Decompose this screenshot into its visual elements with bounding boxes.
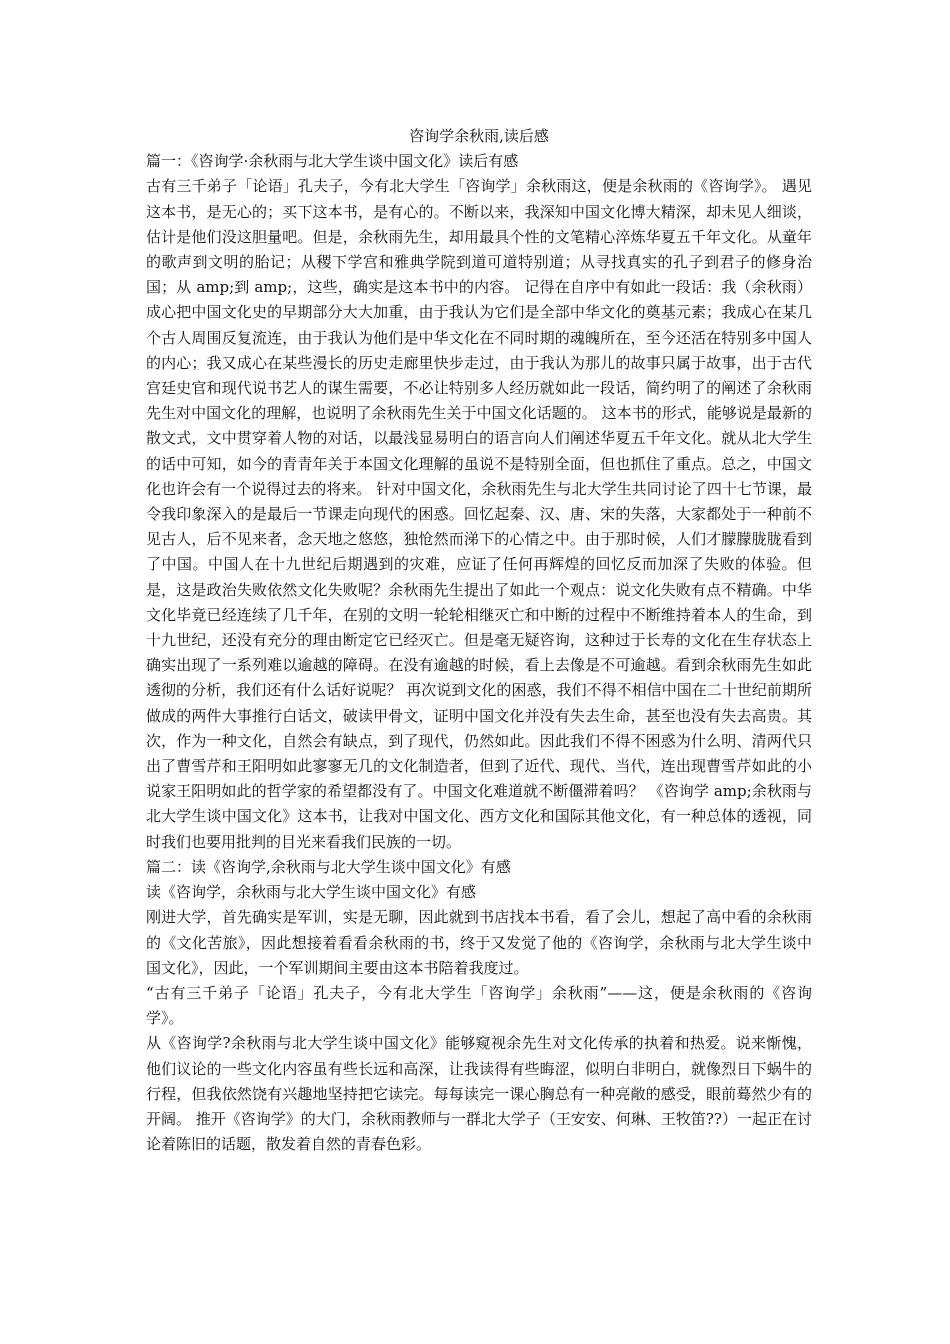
document-page [146,124,812,1157]
paragraph-part1-body: 古有三千弟子「论语」孔夫子，今有北大学生「咨询学」余秋雨这，便是余秋雨的《咨询学》。 遇见这本书，是无心的；买下这本书，是有心的。不断以来，我深知中国文化博大精深，却未见人细谈，估计是他们没这胆量吧。但是，余秋雨先生，却用最具个性的文笔精心淬炼华夏五千年文化。从童年的歌声到文明的胎记；从稷下学宫和雅典学院到道可道特别道；从寻找真实的孔子到君子的修身治国；从 amp;到 amp;，这些，确实是这本书中的内容。 记得在自序中有如此一段话：我（余秋雨）成心把中国文化史的早期部分大大加重，由于我认为它们是全部中华文化的奠基元素；我成心在某几个古人周围反复流连，由于我认为他们是中华文化在不同时期的魂魄所在，至今还活在特别多中国人的内心；我又成心在某些漫长的历史走廊里快步走过，由于我认为那儿的故事只属于故事，出于古代宫廷史官和现代说书艺人的谋生需要，不必让特别多人经历就如此一段话，简约明了的阐述了余秋雨先生对中国文化的理解，也说明了余秋雨先生关于中国文化话题的。 这本书的形式，能够说是最新的散文式，文中贯穿着人物的对话，以最浅显易明白的语言向人们阐述华夏五千年文化。就从北大学生的话中可知，如今的青青年关于本国文化理解的虽说不是特别全面，但也抓住了重点。总之，中国文化也许会有一个说得过去的将来。 针对中国文化，余秋雨先生与北大学生共同讨论了四十七节课，最令我印象深入的是最后一节课走向现代的困惑。回忆起秦、汉、唐、宋的失落，大家都处于一种前不见古人，后不见来者，念天地之悠悠，独怆然而涕下的心情之中。由于那时候，人们才朦朦胧胧看到了中国。中国人在十九世纪后期遇到的灾难，应证了任何再辉煌的回忆反而加深了失败的体验。但是，这是政治失败依然文化失败呢？余秋雨先生提出了如此一个观点：说文化失败有点不精确。中华文化毕竟已经连续了几千年，在别的文明一轮轮相继灭亡和中断的过程中不断维持着本人的生命，到十九世纪，还没有充分的理由断定它已经灭亡。但是毫无疑咨询，这种过于长寿的文化在生存状态上确实出现了一系列难以逾越的障碍。在没有逾越的时候，看上去像是不可逾越。看到余秋雨先生如此透彻的分析，我们还有什么话好说呢？ 再次说到文化的困惑，我们不得不相信中国在二十世纪前期所做成的两件大事推行白话文，破读甲骨文，证明中国文化并没有失去生命，甚至也没有失去高贵。其次，作为一种文化，自然会有缺点，到了现代，仍然如此。因此我们不得不困惑为什么明、清两代只出了曹雪芹和王阳明如此寥寥无几的文化制造者，但到了近代、现代、当代，连出现曹雪芹如此的小说家王阳明如此的哲学家的希望都没有了。中国文化难道就不断僵滞着吗？ 《咨询学 amp;余秋雨与北大学生谈中国文化》这本书，让我对中国文化、西方文化和国际其他文化，有一种总体的透视，同时我们也要用批判的目光来看我们民族的一切。 [146,177,812,851]
paragraph-part2-heading: 篇二：读《咨询学,余秋雨与北大学生谈中国文化》有感 [146,857,511,876]
document-title: 咨询学余秋雨,读后感 [409,127,549,145]
paragraph-part1-heading: 篇一：《咨询学·余秋雨与北大学生谈中国文化》读后有感 [146,152,519,171]
paragraph-part2-body-1: 刚进大学，首先确实是军训，实是无聊，因此就到书店找本书看，看了会儿，想起了高中看的余秋雨的《文化苦旅》，因此想接着看看余秋雨的书，终于又发觉了他的《咨询学，余秋雨与北大学生谈中国文化》，因此，一个军训期间主要由这本书陪着我度过。 [146,908,812,977]
paragraph-part2-subheading: 读《咨询学，余秋雨与北大学生谈中国文化》有感 [146,883,477,902]
paragraph-part2-body-3: 从《咨询学?余秋雨与北大学生谈中国文化》能够窥视余先生对文化传承的执着和热爱。说来惭愧，他们议论的一些文化内容虽有些长远和高深，让我读得有些晦涩，似明白非明白，就像烈日下蜗牛的行程，但我依然饶有兴趣地坚持把它读完。每每读完一课心胸总有一种亮敞的感受，眼前蓦然少有的开阔。 推开《咨询学》的大门，余秋雨教师与一群北大学子（王安安、何琳、王牧笛??）一起正在讨论着陈旧的话题，散发着自然的青春色彩。 [146,1034,812,1154]
paragraph-part2-body-2: “古有三千弟子「论语」孔夫子，今有北大学生「咨询学」余秋雨”——这，便是余秋雨的《咨询学》。 [146,983,812,1028]
